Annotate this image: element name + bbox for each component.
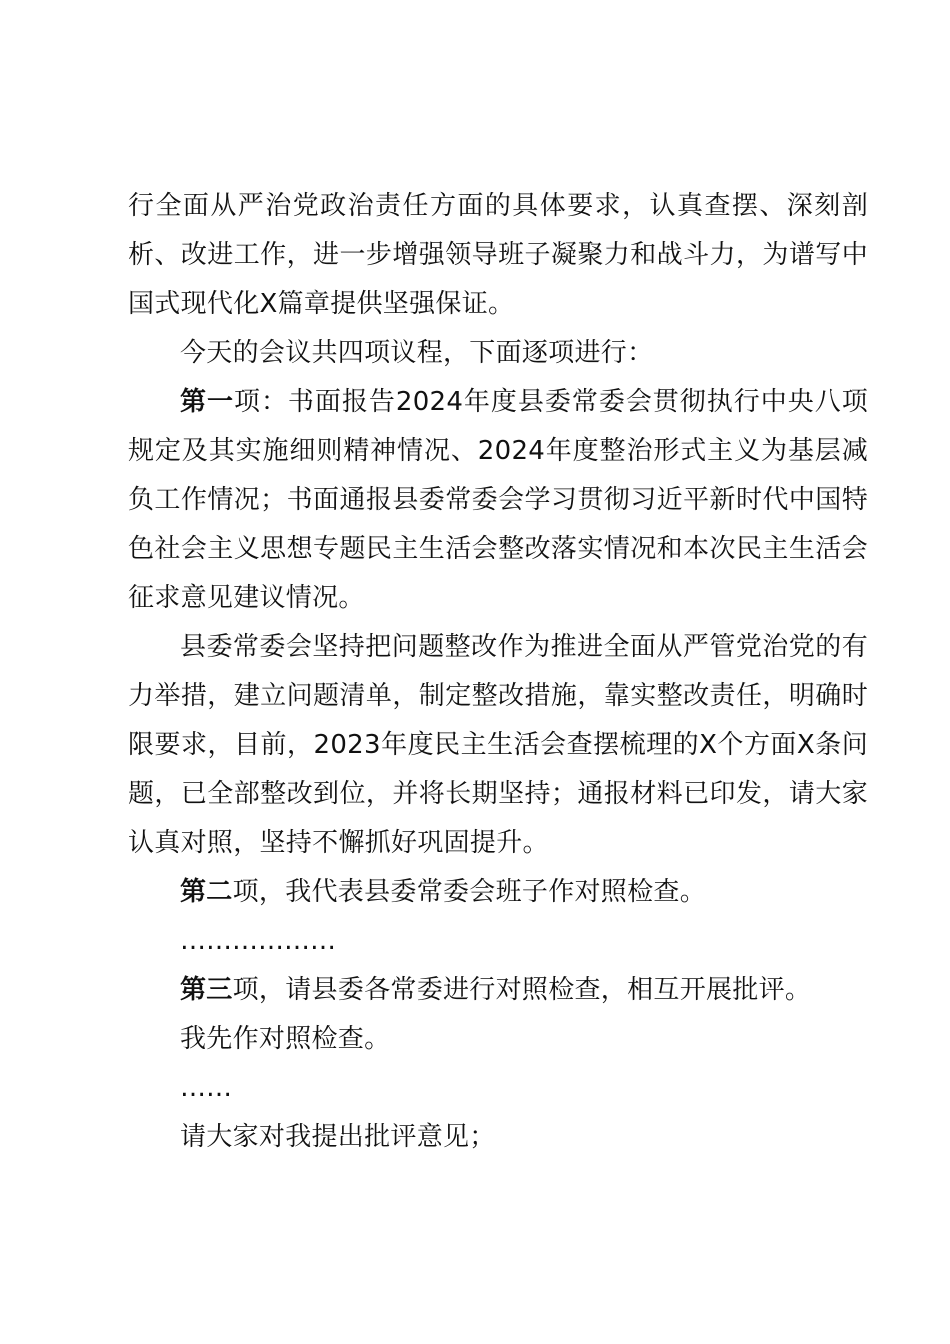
paragraph-agenda-intro: 今天的会议共四项议程，下面逐项进行： [180,338,654,368]
item-one-text: 项：书面报告2024年度县委常委会贯彻执行中央八项规定及其实施细则精神情况、2024年度整治形式主义为基层减负工作情况；书面通报县委常委会学习贯彻习近平新时代中国特色社会主义思想专题民主生活会整改落实情况和本次民主生活会征求意见建议情况。 [128,387,868,613]
paragraph-item-three [128,966,868,1015]
item-two-text: 项，我代表县委常委会班子作对照检查。 [232,877,707,907]
paragraph-item-one [128,378,868,623]
paragraph-rectification: 县委常委会坚持把问题整改作为推进全面从严管党治党的有力举措，建立问题清单，制定整改措施，靠实整改责任，明确时限要求，目前，2023年度民主生活会查摆梳理的X个方面X条问题，已全部整改到位，并将长期坚持；通报材料已印发，请大家认真对照，坚持不懈抓好巩固提升。 [128,632,868,858]
ellipsis-line-long: ……………… [180,926,336,956]
item-one-label: 第一 [180,387,234,417]
item-two-label: 第二 [180,877,233,907]
ellipsis-line-short: …… [180,1073,232,1103]
paragraph-self-check: 我先作对照检查。 [180,1024,391,1054]
paragraph-item-two [128,868,868,917]
paragraph-continuation: 行全面从严治党政治责任方面的具体要求，认真查摆、深刻剖析、改进工作，进一步增强领导班子凝聚力和战斗力，为谱写中国式现代化X篇章提供坚强保证。 [128,191,868,319]
item-three-text: 项，请县委各常委进行对照检查，相互开展批评。 [232,975,812,1005]
paragraph-request-criticism: 请大家对我提出批评意见； [180,1122,496,1152]
document-body [128,182,868,1162]
item-three-label: 第三 [180,975,233,1005]
